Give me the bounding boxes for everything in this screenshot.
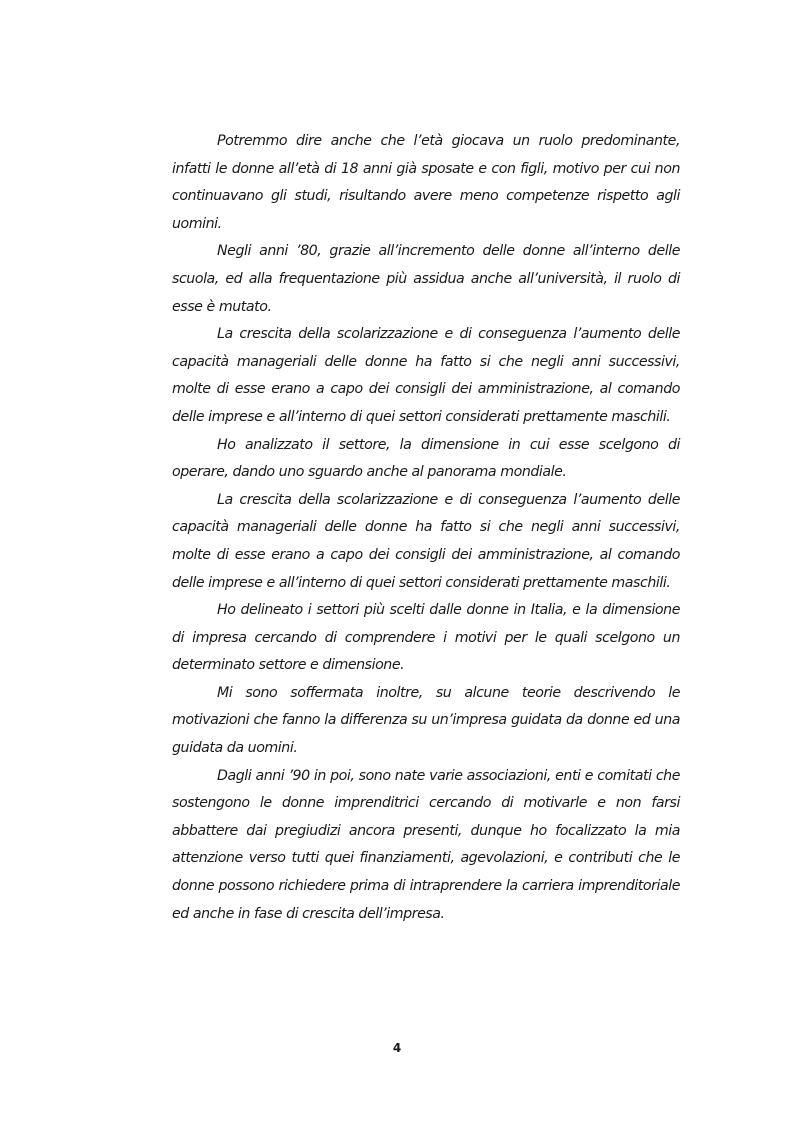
paragraph: Mi sono soffermata inoltre, su alcune teorie descrivendo le motivazioni che fanno la differenza su un’impresa guidata da donne ed una guidata da uomini. [172, 684, 680, 757]
paragraph: Ho delineato i settori più scelti dalle donne in Italia, e la dimensione di impresa cercando di comprendere i motivi per le quali scelgono un determinato settore e dimensione. [172, 602, 680, 674]
paragraph: La crescita della scolarizzazione e di conseguenza l’aumento delle capacità manageriali delle donne ha fatto si che negli anni successivi, molte di esse erano a capo dei consigli dei amministrazione, al comando delle imprese e all’interno di quei settori considerati prettamente maschili. [172, 326, 680, 425]
page-number: 4 [392, 1041, 402, 1055]
paragraph: Ho analizzato il settore, la dimensione in cui esse scelgono di operare, dando uno sguardo anche al panorama mondiale. [172, 436, 680, 481]
paragraph: Dagli anni ’90 in poi, sono nate varie associazioni, enti e comitati che sostengono le donne imprenditrici cercando di motivarle e non farsi abbattere dai pregiudizi ancora presenti, dunque ho focalizzato la mia attenzione verso tutti quei finanziamenti, agevolazioni, e contributi che le donne possono richiedere prima di intraprendere la carriera imprenditoriale ed anche in fase di crescita dell’impresa. [172, 767, 680, 922]
paragraph: Potremmo dire anche che l’età giocava un ruolo predominante, infatti le donne all’età di 18 anni già sposate e con figli, motivo per cui non continuavano gli studi, risultando avere meno competenze rispetto agli uomini. [172, 133, 680, 232]
body-text [172, 128, 680, 928]
paragraph: La crescita della scolarizzazione e di conseguenza l’aumento delle capacità manageriali delle donne ha fatto si che negli anni successivi, molte di esse erano a capo dei consigli dei amministrazione, al comando delle imprese e all’interno di quei settori considerati prettamente maschili. [172, 491, 680, 591]
paragraph: Negli anni ’80, grazie all’incremento delle donne all’interno delle scuola, ed alla frequentazione più assidua anche all’università, il ruolo di esse è mutato. [172, 243, 680, 315]
